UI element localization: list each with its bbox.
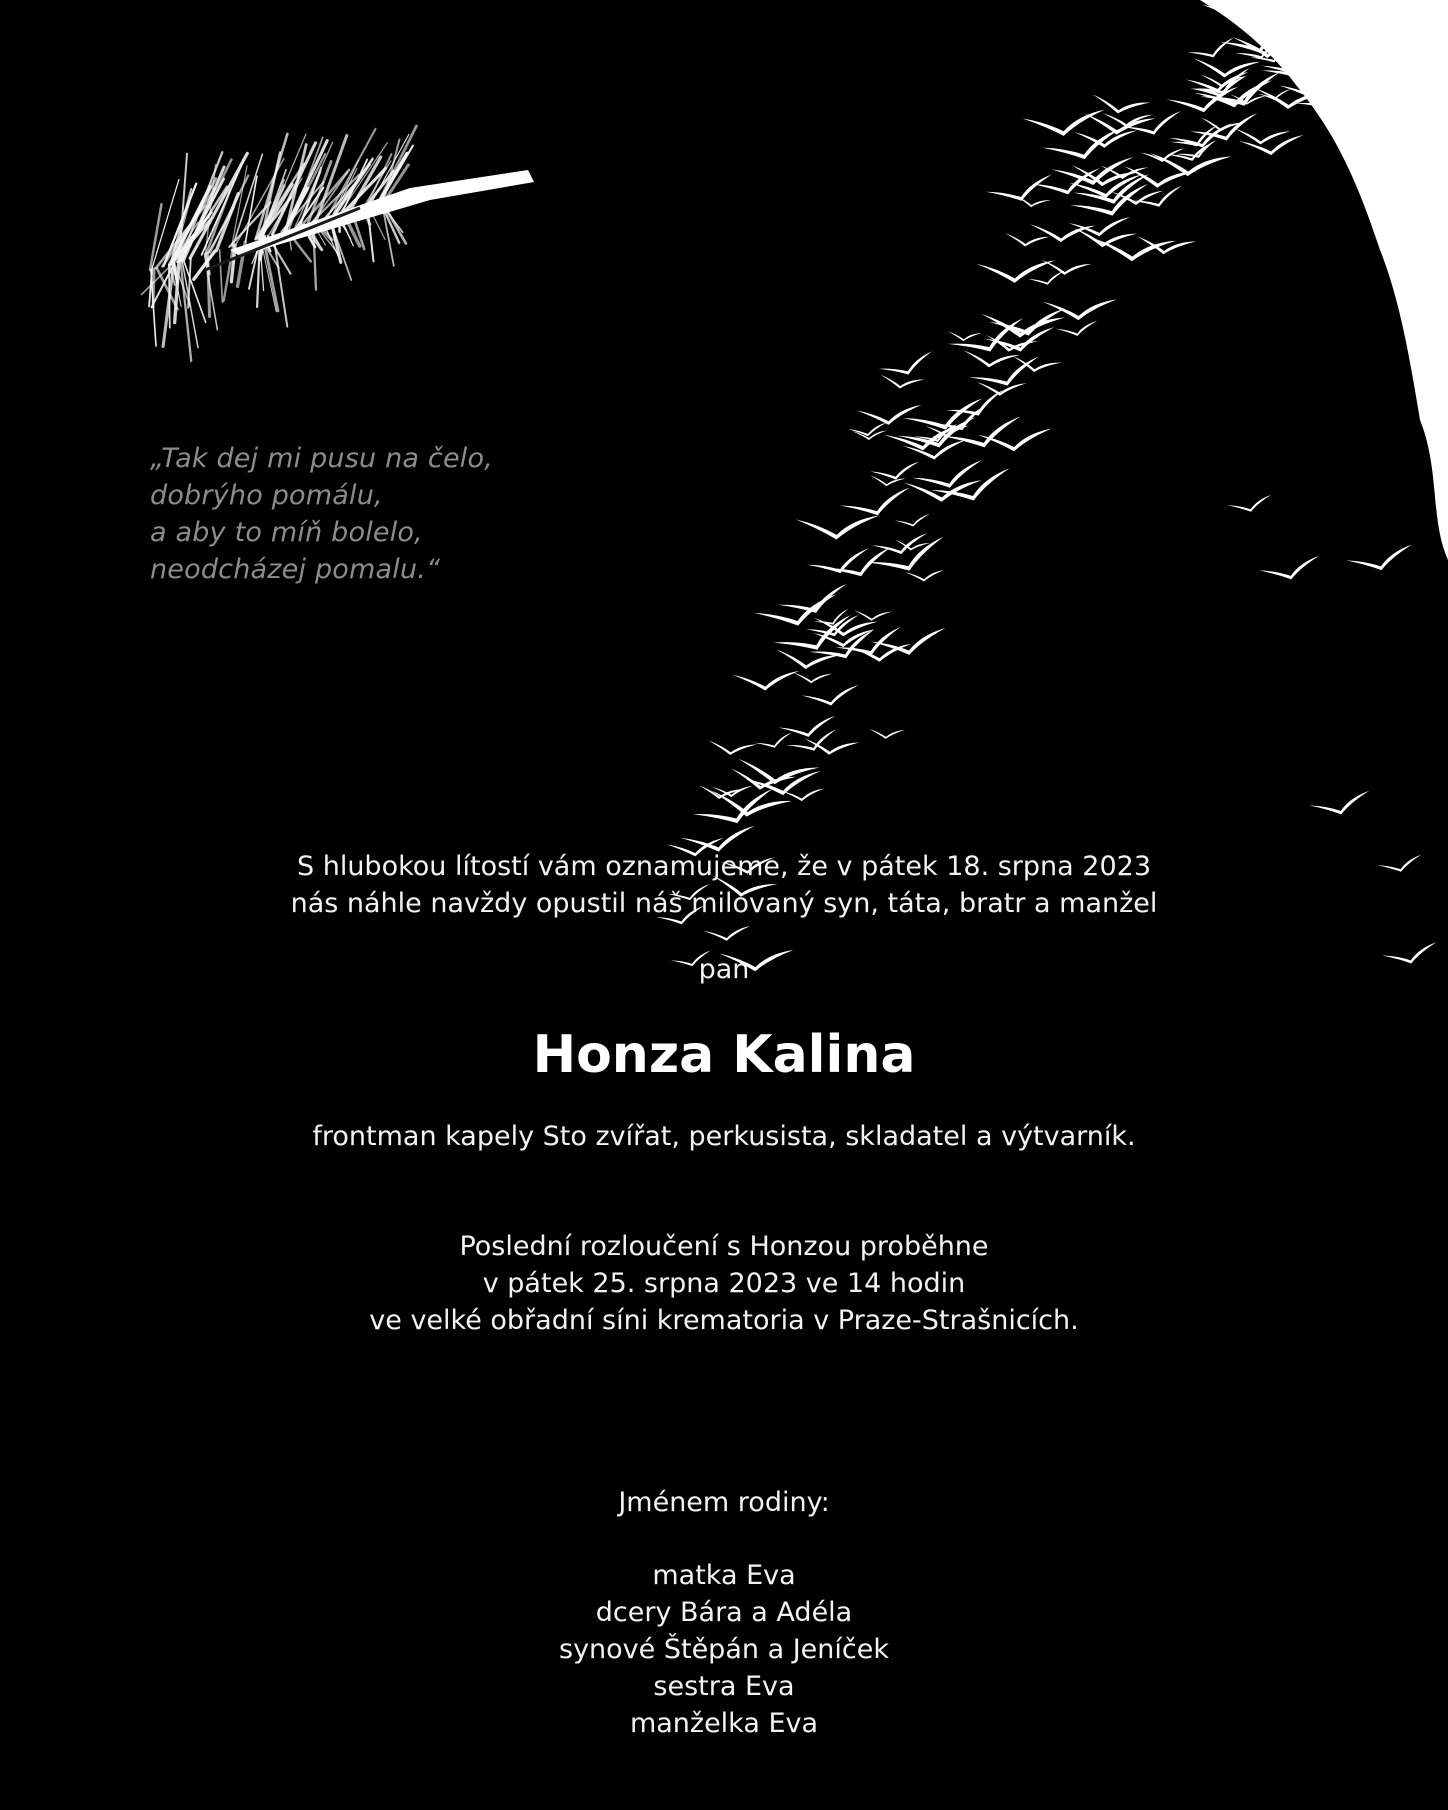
family-member: manželka Eva xyxy=(629,1708,819,1739)
announcement-text xyxy=(0,848,1448,922)
funeral-details xyxy=(0,1228,1448,1339)
funeral-line: Poslední rozloučení s Honzou proběhne xyxy=(459,1231,989,1262)
flock-of-birds-illustration xyxy=(640,0,1448,980)
announcement-line: S hlubokou lítostí vám oznamujeme, že v pátek 18. srpna 2023 xyxy=(296,851,1151,882)
deceased-name: Honza Kalina xyxy=(532,1025,916,1085)
family-member: sestra Eva xyxy=(653,1671,795,1702)
family-member: dcery Bára a Adéla xyxy=(595,1597,853,1628)
announcement-line: nás náhle navždy opustil náš milovaný syn, táta, bratr a manžel xyxy=(290,888,1158,919)
family-list xyxy=(0,1557,1448,1742)
family-member: synové Štěpán a Jeníček xyxy=(559,1634,889,1665)
family-heading: Jménem rodiny: xyxy=(618,1487,830,1518)
deceased-role: frontman kapely Sto zvířat, perkusista, skladatel a výtvarník. xyxy=(312,1121,1136,1152)
honorific: pan xyxy=(698,954,750,985)
epigraph-quote xyxy=(150,440,570,588)
family-member: matka Eva xyxy=(652,1560,796,1591)
quote-line: neodcházej pomalu.“ xyxy=(150,554,441,585)
quote-line: „Tak dej mi pusu na čelo, xyxy=(150,443,493,474)
funeral-line: ve velké obřadní síni krematoria v Praze-Strašnicích. xyxy=(369,1305,1079,1336)
quote-line: a aby to míň bolelo, xyxy=(150,517,423,548)
feather-illustration xyxy=(130,120,550,370)
funeral-line: v pátek 25. srpna 2023 ve 14 hodin xyxy=(482,1268,966,1299)
quote-line: dobrýho pomálu, xyxy=(150,480,383,511)
